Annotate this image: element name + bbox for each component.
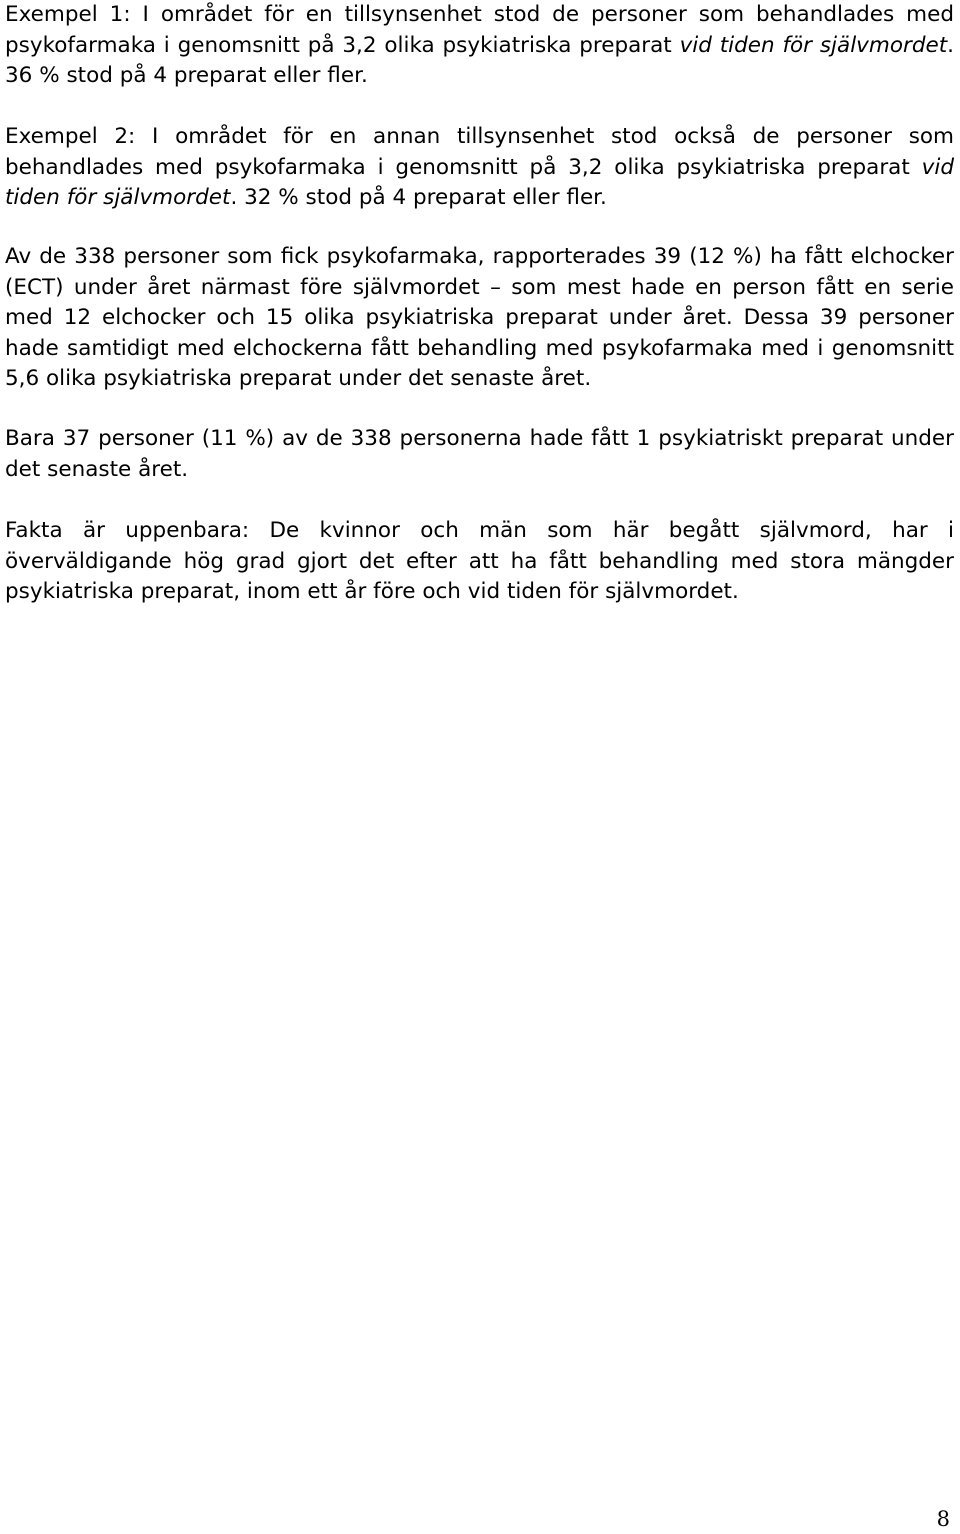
- paragraph-example-2: [5, 122, 954, 214]
- page-number: 8: [936, 1507, 950, 1531]
- paragraph-1-text-b: . 36 % stod på 4 preparat eller fler.: [5, 32, 954, 88]
- paragraph-conclusion: [5, 516, 954, 608]
- paragraph-2-text-a: Exempel 2: I området för en annan tillsynsenhet stod också de personer som behandlades med psykofarmaka i genomsnitt på 3,2 olika psykiatriska preparat: [5, 124, 954, 180]
- paragraph-3-text: Av de 338 personer som fick psykofarmaka, rapporterades 39 (12 %) ha fått elchocker (ECT) under året närmast före självmordet – som mest hade en person fått en serie med 12 elchocker och 15 olika psykiatriska preparat under året. Dessa 39 personer hade samtidigt med elchockerna fått behandling med psykofarmaka med i genomsnitt 5,6 olika psykiatriska preparat under det senaste året.: [5, 244, 954, 391]
- paragraph-2-text-b: . 32 % stod på 4 preparat eller fler.: [230, 185, 607, 210]
- paragraph-2-italic-phrase: vid tiden för självmordet: [5, 154, 954, 210]
- paragraph-example-1: [5, 0, 954, 92]
- paragraph-1-italic-phrase: vid tiden för självmordet: [679, 32, 948, 58]
- paragraph-4-text: Bara 37 personer (11 %) av de 338 personerna hade fått 1 psykiatriskt preparat under det senaste året.: [5, 426, 954, 482]
- paragraph-1-text-a: Exempel 1: I området för en tillsynsenhet stod de personer som behandlades med psykofarmaka i genomsnitt på 3,2 olika psykiatriska preparat: [5, 2, 954, 58]
- paragraph-5-text: Fakta är uppenbara: De kvinnor och män som här begått självmord, har i överväldigande hög grad gjort det efter att ha fått behandling med stora mängder psykiatriska preparat, inom ett år före och vid tiden för självmordet.: [5, 518, 954, 604]
- paragraph-ect-statistics: [5, 242, 954, 395]
- paragraph-single-preparation: [5, 424, 954, 485]
